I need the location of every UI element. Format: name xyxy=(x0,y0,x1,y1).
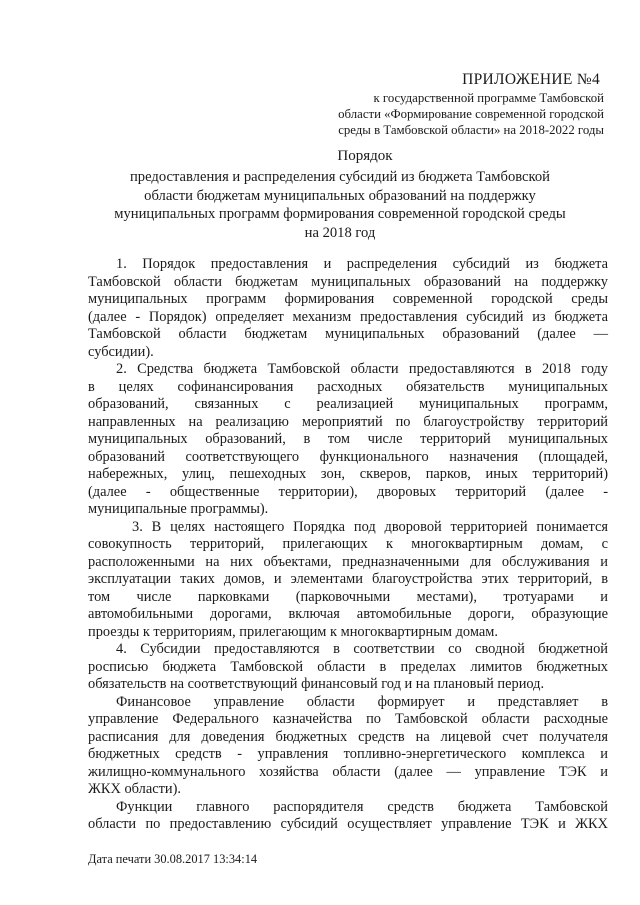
paragraph-line: муниципальные программы). xyxy=(88,501,269,517)
appendix-subtitle-line: среды в Тамбовской области» на 2018-2022 годы xyxy=(338,123,604,137)
appendix-header xyxy=(304,70,604,138)
paragraph-line: образований соответствующего функционального назначения (площадей, xyxy=(88,448,608,465)
paragraph-line: муниципальных образований, в том числе территорий муниципальных xyxy=(88,431,608,447)
paragraph-line: совокупность территорий, прилегающих к многоквартирным домам, с xyxy=(88,536,608,552)
paragraph-line: 1. Порядок предоставления и распределения субсидий из бюджета xyxy=(116,256,608,272)
paragraph-line: ЖКХ области). xyxy=(88,781,181,797)
paragraph-line: 4. Субсидии предоставляются в соответствии со сводной бюджетной xyxy=(116,641,608,657)
document-title-line: области бюджетам муниципальных образований на поддержку xyxy=(144,187,536,204)
paragraph-line: набережных, улиц, пешеходных зон, скверов, парков, иных территорий) xyxy=(88,466,608,482)
body-paragraph xyxy=(88,799,608,834)
paragraph-line: Тамбовской области бюджетам муниципальных образований (далее — xyxy=(88,326,608,342)
paragraph-line: 3. В целях настоящего Порядка под дворовой территорией понимается xyxy=(132,518,608,535)
document-title-word: Порядок xyxy=(337,148,393,164)
paragraph-line: бюджетных средств - управления топливно-энергетического комплекса и xyxy=(88,746,608,762)
paragraph-line: том числе парковками (парковочными местами), тротуарами и xyxy=(88,588,608,605)
document-title-line: муниципальных программ формирования современной городской среды xyxy=(114,206,566,223)
paragraph-line: муниципальных программ формирования современной городской среды xyxy=(88,291,608,307)
document-body xyxy=(88,256,608,834)
paragraph-line: эксплуатации таких домов, и элементами благоустройства этих территорий, в xyxy=(88,571,608,587)
paragraph-line: области по предоставлению субсидий осуществляет управление ТЭК и ЖКХ xyxy=(88,816,608,832)
paragraph-line: жилищно-коммунального хозяйства области (далее — управление ТЭК и xyxy=(88,763,608,780)
appendix-subtitle-line: области «Формирование современной городской xyxy=(338,107,604,121)
paragraph-line: образований, связанных с реализацией муниципальных программ, xyxy=(88,396,608,412)
paragraph-line: росписью бюджета Тамбовской области в пределах лимитов бюджетных xyxy=(88,658,608,675)
document-title-line: предоставления и распределения субсидий из бюджета Тамбовской xyxy=(130,169,550,185)
paragraph-line: расположенными на них объектами, предназначенными для обслуживания и xyxy=(88,553,608,570)
body-paragraph xyxy=(88,641,608,694)
body-paragraph xyxy=(88,256,608,361)
paragraph-line: обязательств на соответствующий финансовый год и на плановый период. xyxy=(88,676,545,692)
paragraph-line: субсидии). xyxy=(88,343,154,360)
paragraph-line: Финансовое управление области формирует и представляет в xyxy=(116,693,608,710)
paragraph-line: автомобильными дорогами, включая автомобильные дороги, образующие xyxy=(88,606,608,622)
appendix-title: ПРИЛОЖЕНИЕ №4 xyxy=(462,71,600,88)
paragraph-line: проезды к территориям, прилегающим к многоквартирным домам. xyxy=(88,623,498,640)
paragraph-line: направленных на реализацию мероприятий по благоустройству территорий xyxy=(88,413,608,430)
document-title-line: на 2018 год xyxy=(304,224,376,241)
appendix-subtitle-line: к государственной программе Тамбовской xyxy=(373,91,604,105)
paragraph-line: 2. Средства бюджета Тамбовской области предоставляются в 2018 году xyxy=(116,361,608,377)
body-paragraph xyxy=(88,519,608,642)
body-paragraph xyxy=(88,694,608,799)
paragraph-line: (далее - общественные территории), дворовых территорий (далее - xyxy=(88,483,608,500)
paragraph-line: управление Федерального казначейства по Тамбовской области расходные xyxy=(88,711,608,727)
body-paragraph xyxy=(88,361,608,519)
paragraph-line: (далее - Порядок) определяет механизм предоставления субсидий из бюджета xyxy=(88,308,608,325)
paragraph-line: в целях софинансирования расходных обязательств муниципальных xyxy=(88,378,608,395)
paragraph-line: расписания для доведения бюджетных средств на лицевой счет получателя xyxy=(88,728,608,745)
document-title xyxy=(70,147,610,242)
paragraph-line: Функции главного распорядителя средств бюджета Тамбовской xyxy=(116,798,608,815)
print-date: Дата печати 30.08.2017 13:34:14 xyxy=(88,852,258,866)
paragraph-line: Тамбовской области бюджетам муниципальных образований на поддержку xyxy=(88,273,608,290)
